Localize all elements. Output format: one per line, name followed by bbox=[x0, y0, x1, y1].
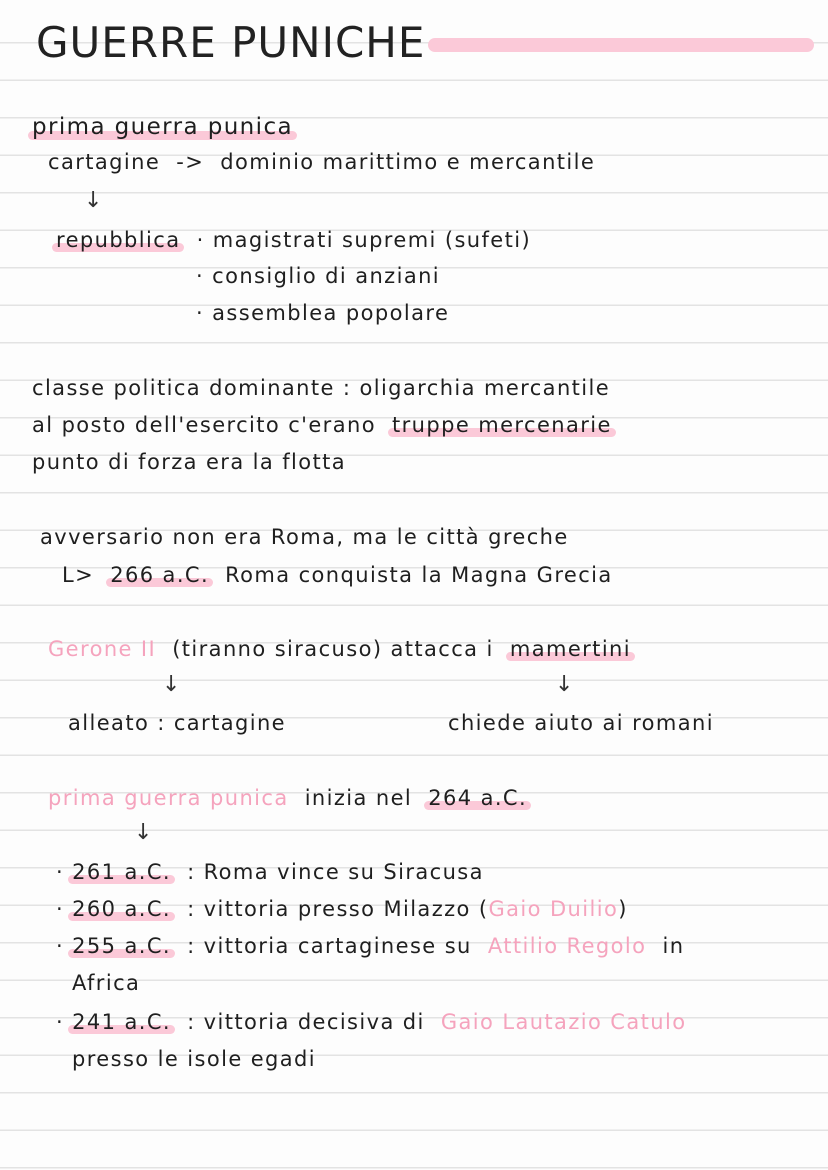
text-line: punto di forza era la flotta bbox=[32, 450, 347, 474]
event-text: : vittoria presso Milazzo ( bbox=[187, 897, 489, 921]
text-line: alleato : cartagine bbox=[68, 711, 286, 735]
text-line: avversario non era Roma, ma le città greche bbox=[40, 525, 569, 549]
event-text: : Roma vince su Siracusa bbox=[187, 860, 484, 884]
down-arrow-icon: ↓ bbox=[555, 672, 574, 697]
title-highlight-bar bbox=[428, 38, 814, 52]
date-highlight: 266 a.C. bbox=[110, 563, 210, 587]
event-text: presso le isole egadi bbox=[72, 1047, 316, 1071]
text-fragment: al posto dell'esercito c'erano bbox=[32, 413, 376, 437]
event-item bbox=[72, 1049, 316, 1070]
cartagine-label: cartagine bbox=[48, 150, 161, 174]
down-arrow-icon: ↓ bbox=[134, 820, 153, 845]
bullet-item: · consiglio di anziani bbox=[196, 264, 441, 288]
person-name: Gaio Lautazio Catulo bbox=[440, 1010, 687, 1034]
text-line: classe politica dominante : oligarchia mercantile bbox=[32, 376, 611, 400]
event-text: : vittoria cartaginese su bbox=[187, 934, 472, 958]
date-highlight: 255 a.C. bbox=[72, 934, 171, 958]
page-title: GUERRE PUNICHE bbox=[36, 18, 426, 67]
bullet: · bbox=[56, 860, 65, 884]
cartagine-line bbox=[48, 152, 595, 173]
text-line bbox=[48, 639, 631, 660]
person-name: Gerone II bbox=[48, 637, 157, 661]
section-heading bbox=[32, 116, 293, 139]
down-arrow-icon: ↓ bbox=[162, 672, 181, 697]
branch-arrow-icon: L> bbox=[62, 563, 95, 587]
text-fragment: inizia nel bbox=[304, 786, 413, 810]
event-text-after: ) bbox=[618, 897, 628, 921]
section-heading-text: prima guerra punica bbox=[48, 786, 289, 810]
cartagine-description: dominio marittimo e mercantile bbox=[220, 150, 596, 174]
date-highlight: 264 a.C. bbox=[428, 786, 528, 810]
down-arrow-icon: ↓ bbox=[84, 188, 103, 213]
bullet-item: · magistrati supremi (sufeti) bbox=[196, 228, 532, 252]
highlighted-text: mamertini bbox=[509, 637, 631, 661]
event-item bbox=[56, 899, 628, 920]
text-fragment: (tiranno siracuso) attacca i bbox=[172, 637, 494, 661]
event-item bbox=[56, 862, 484, 883]
date-highlight: 260 a.C. bbox=[72, 897, 171, 921]
highlighted-text: truppe mercenarie bbox=[392, 413, 612, 437]
section-heading-text: prima guerra punica bbox=[32, 114, 293, 140]
bullet: · bbox=[56, 934, 65, 958]
event-item bbox=[72, 973, 140, 994]
event-text-after: in bbox=[662, 934, 685, 958]
text-line bbox=[62, 565, 613, 586]
person-name: Attilio Regolo bbox=[487, 934, 647, 958]
date-highlight: 261 a.C. bbox=[72, 860, 171, 884]
right-arrow: -> bbox=[176, 150, 205, 174]
text-line bbox=[32, 415, 612, 436]
date-highlight: 241 a.C. bbox=[72, 1010, 171, 1034]
text-line bbox=[48, 788, 527, 809]
repubblica-label: repubblica bbox=[56, 228, 181, 252]
event-item bbox=[56, 1012, 686, 1033]
text-line: chiede aiuto ai romani bbox=[448, 711, 714, 735]
event-text: : vittoria decisiva di bbox=[187, 1010, 425, 1034]
person-name: Gaio Duilio bbox=[488, 897, 619, 921]
bullet: · bbox=[56, 897, 65, 921]
text-fragment: Roma conquista la Magna Grecia bbox=[225, 563, 613, 587]
bullet: · bbox=[56, 1010, 65, 1034]
bullet-item: · assemblea popolare bbox=[196, 301, 450, 325]
event-text: Africa bbox=[72, 971, 141, 995]
event-item bbox=[56, 936, 684, 957]
repubblica-line bbox=[56, 230, 531, 251]
